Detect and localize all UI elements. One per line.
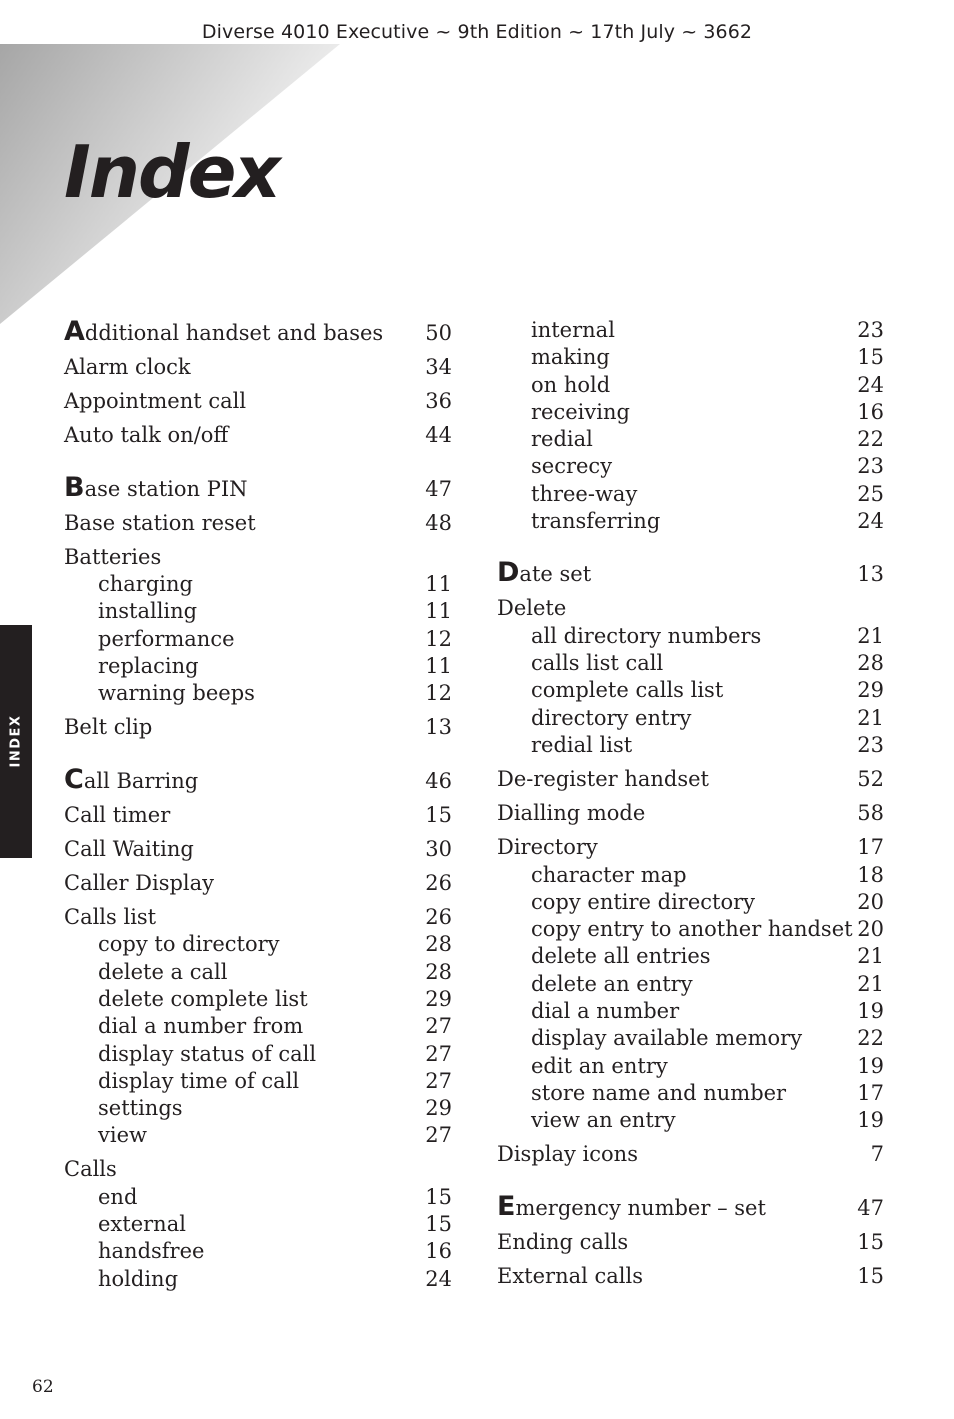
- index-term: delete a call: [98, 959, 228, 984]
- index-term: [64, 316, 384, 347]
- index-term: redial list: [531, 732, 633, 757]
- index-term: Belt clip: [64, 715, 153, 740]
- index-subentry: [497, 1053, 884, 1080]
- index-term-rest: all Barring: [83, 768, 199, 793]
- index-subentry: [497, 705, 884, 732]
- index-page-number: 58: [857, 801, 884, 826]
- index-term: Base station reset: [64, 510, 256, 535]
- index-page-number: 21: [857, 971, 884, 996]
- index-subentry: [64, 959, 452, 986]
- index-page-number: 23: [857, 732, 884, 757]
- index-entry: [497, 557, 884, 589]
- index-subentry: [497, 623, 884, 650]
- index-subentry: [64, 680, 452, 707]
- running-header: Diverse 4010 Executive ~ 9th Edition ~ 17th July ~ 3662: [201, 21, 753, 43]
- index-term: store name and number: [531, 1080, 787, 1105]
- side-tab-label: INDEX: [8, 714, 24, 768]
- index-page-number: 48: [425, 510, 452, 535]
- index-term: all directory numbers: [531, 623, 762, 648]
- index-page-number: 15: [857, 1229, 884, 1254]
- index-subentry: [64, 653, 452, 680]
- index-entry: [64, 471, 452, 503]
- index-term: Dialling mode: [497, 801, 646, 826]
- section-initial: C: [64, 763, 84, 795]
- index-column-right: [497, 317, 884, 1290]
- index-subentry: [497, 344, 884, 371]
- index-page-number: 24: [425, 1266, 452, 1291]
- index-page-number: 21: [857, 944, 884, 969]
- index-page-number: 16: [425, 1239, 452, 1264]
- index-term: copy entry to another handset: [531, 917, 853, 942]
- side-tab: [0, 625, 32, 858]
- index-page-number: 22: [857, 1026, 884, 1051]
- index-term-rest: dditional handset and bases: [84, 321, 384, 345]
- page-number: 62: [32, 1377, 54, 1397]
- index-subentry: [64, 1068, 452, 1095]
- index-page-number: 52: [857, 767, 884, 792]
- index-term: delete complete list: [98, 986, 308, 1011]
- index-subentry: [497, 1080, 884, 1107]
- index-term: view an entry: [531, 1108, 676, 1133]
- index-page-number: 27: [425, 1068, 452, 1093]
- index-term: Caller Display: [64, 870, 215, 895]
- index-page-number: 13: [857, 562, 884, 587]
- index-page-number: 19: [857, 1108, 884, 1133]
- index-page-number: 15: [425, 802, 452, 827]
- index-subentry: [64, 1238, 452, 1265]
- index-page-number: 22: [857, 427, 884, 452]
- index-subentry: [497, 998, 884, 1025]
- index-term: Call timer: [64, 802, 171, 827]
- index-subentry: [497, 399, 884, 426]
- index-subentry: [64, 1095, 452, 1122]
- index-page-number: 20: [857, 889, 884, 914]
- index-term: [64, 763, 199, 795]
- index-term: warning beeps: [98, 681, 255, 706]
- index-subentry: [497, 943, 884, 970]
- index-term: [497, 557, 592, 589]
- index-page-number: 11: [425, 653, 452, 678]
- page-title: Index: [64, 130, 279, 214]
- index-term: edit an entry: [531, 1053, 668, 1078]
- index-subentry: [497, 372, 884, 399]
- index-term: holding: [98, 1266, 179, 1291]
- index-term: redial: [531, 427, 593, 452]
- index-term: making: [531, 345, 610, 370]
- index-entry: [497, 1190, 884, 1222]
- index-term: on hold: [531, 372, 611, 397]
- index-entry: [497, 1141, 884, 1168]
- index-page-number: 47: [425, 476, 452, 501]
- index-subentry: [64, 626, 452, 653]
- index-page-number: 34: [425, 355, 452, 380]
- index-subentry: [497, 862, 884, 889]
- index-term: receiving: [531, 399, 630, 424]
- index-entry: [64, 422, 452, 449]
- section-initial: D: [497, 557, 520, 589]
- index-page-number: 23: [857, 454, 884, 479]
- index-page-number: 12: [425, 626, 452, 651]
- index-term: delete all entries: [531, 944, 711, 969]
- index-subentry: [497, 481, 884, 508]
- index-term: display available memory: [531, 1026, 803, 1051]
- index-term: delete an entry: [531, 971, 693, 996]
- index-entry: [64, 544, 452, 571]
- index-page-number: 19: [857, 1053, 884, 1078]
- section-initial: A: [64, 316, 85, 347]
- index-term: display time of call: [98, 1068, 300, 1093]
- index-page-number: 15: [425, 1212, 452, 1237]
- index-page-number: 44: [425, 423, 452, 448]
- index-page-number: 25: [857, 481, 884, 506]
- index-term: Calls list: [64, 905, 157, 930]
- index-subentry: [497, 916, 884, 943]
- index-page-number: 17: [857, 1080, 884, 1105]
- index-entry: [497, 834, 884, 861]
- section-initial: B: [64, 471, 85, 503]
- index-page-number: 7: [870, 1142, 884, 1167]
- index-page-number: 19: [857, 999, 884, 1024]
- index-page-number: 15: [857, 345, 884, 370]
- index-subentry: [64, 1211, 452, 1238]
- index-subentry: [497, 650, 884, 677]
- index-page-number: 27: [425, 1041, 452, 1066]
- index-page-number: 29: [857, 678, 884, 703]
- index-subentry: [64, 1184, 452, 1211]
- index-term: character map: [531, 862, 687, 887]
- index-subentry: [497, 1107, 884, 1134]
- index-page-number: 20: [857, 917, 884, 942]
- index-page-number: 24: [857, 509, 884, 534]
- index-entry: [64, 316, 452, 347]
- index-page-number: 47: [857, 1195, 884, 1220]
- index-entry: [64, 836, 452, 863]
- index-term: installing: [98, 599, 198, 624]
- index-term: External calls: [497, 1263, 644, 1288]
- index-term: dial a number: [531, 999, 680, 1024]
- index-term: end: [98, 1184, 138, 1209]
- index-subentry: [64, 1266, 452, 1293]
- index-term: [497, 1190, 766, 1222]
- index-subentry: [497, 971, 884, 998]
- index-subentry: [497, 889, 884, 916]
- index-entry: [64, 510, 452, 537]
- index-page-number: 30: [425, 836, 452, 861]
- index-page-number: 50: [425, 321, 452, 345]
- index-entry: [497, 595, 884, 622]
- index-page-number: 27: [425, 1123, 452, 1148]
- index-page-number: 15: [857, 1263, 884, 1288]
- index-term: settings: [98, 1096, 183, 1121]
- index-subentry: [497, 317, 884, 344]
- index-term: secrecy: [531, 454, 613, 479]
- section-initial: E: [497, 1190, 516, 1222]
- index-entry: [64, 388, 452, 415]
- index-term: Directory: [497, 835, 598, 860]
- index-term: display status of call: [98, 1041, 317, 1066]
- index-entry: [497, 800, 884, 827]
- index-term: copy to directory: [98, 932, 280, 957]
- index-term: handsfree: [98, 1239, 205, 1264]
- index-term-rest: mergency number – set: [515, 1195, 766, 1220]
- index-subentry: [497, 677, 884, 704]
- index-term: directory entry: [531, 705, 692, 730]
- index-page-number: 36: [425, 389, 452, 414]
- index-subentry: [64, 1041, 452, 1068]
- index-subentry: [64, 986, 452, 1013]
- index-entry: [497, 766, 884, 793]
- index-subentry: [64, 571, 452, 598]
- index-column-left: [64, 316, 452, 1293]
- index-page-number: 24: [857, 372, 884, 397]
- index-term: three-way: [531, 481, 638, 506]
- index-entry: [497, 1229, 884, 1256]
- index-term: Calls: [64, 1157, 117, 1182]
- index-term: Display icons: [497, 1142, 638, 1167]
- index-term: copy entire directory: [531, 889, 756, 914]
- index-term: view: [98, 1123, 147, 1148]
- index-term: dial a number from: [98, 1014, 304, 1039]
- index-term: replacing: [98, 653, 199, 678]
- index-term: transferring: [531, 509, 661, 534]
- index-entry: [64, 763, 452, 795]
- index-entry: [64, 1156, 452, 1183]
- index-subentry: [64, 1013, 452, 1040]
- index-term: Ending calls: [497, 1229, 629, 1254]
- index-subentry: [497, 1025, 884, 1052]
- index-entry: [64, 904, 452, 931]
- index-term: calls list call: [531, 651, 664, 676]
- index-term: De-register handset: [497, 767, 709, 792]
- index-page-number: 28: [857, 651, 884, 676]
- index-subentry: [497, 732, 884, 759]
- index-entry: [64, 870, 452, 897]
- index-entry: [497, 1263, 884, 1290]
- index-page-number: 12: [425, 681, 452, 706]
- index-term: [64, 471, 248, 503]
- index-page-number: 46: [425, 768, 452, 793]
- index-page-number: 26: [425, 870, 452, 895]
- index-page-number: 28: [425, 959, 452, 984]
- index-subentry: [497, 508, 884, 535]
- index-page-number: 17: [857, 835, 884, 860]
- index-term-rest: ase station PIN: [84, 476, 248, 501]
- index-page-number: 21: [857, 705, 884, 730]
- index-subentry: [497, 426, 884, 453]
- index-term: Alarm clock: [64, 355, 191, 380]
- index-term: Delete: [497, 596, 567, 621]
- index-entry: [64, 354, 452, 381]
- index-page-number: 29: [425, 1096, 452, 1121]
- index-page-number: 15: [425, 1184, 452, 1209]
- index-term: performance: [98, 626, 235, 651]
- index-page-number: 11: [425, 599, 452, 624]
- index-page-number: 28: [425, 932, 452, 957]
- index-term: complete calls list: [531, 678, 724, 703]
- index-entry: [64, 714, 452, 741]
- index-term: Appointment call: [64, 389, 247, 414]
- index-term: internal: [531, 318, 615, 342]
- index-page-number: 27: [425, 1014, 452, 1039]
- index-entry: [64, 802, 452, 829]
- index-subentry: [64, 598, 452, 625]
- index-term: Batteries: [64, 544, 162, 569]
- index-page-number: 16: [857, 399, 884, 424]
- index-subentry: [64, 931, 452, 958]
- index-page-number: 11: [425, 572, 452, 597]
- index-page-number: 29: [425, 986, 452, 1011]
- index-page-number: 18: [857, 862, 884, 887]
- index-page-number: 26: [425, 905, 452, 930]
- index-subentry: [497, 453, 884, 480]
- index-page-number: 13: [425, 715, 452, 740]
- index-page-number: 21: [857, 623, 884, 648]
- index-subentry: [64, 1122, 452, 1149]
- index-term-rest: ate set: [519, 562, 592, 587]
- index-term: Auto talk on/off: [64, 423, 229, 448]
- index-term: Call Waiting: [64, 836, 194, 861]
- index-term: external: [98, 1212, 186, 1237]
- index-page-number: 23: [857, 318, 884, 342]
- index-term: charging: [98, 572, 193, 597]
